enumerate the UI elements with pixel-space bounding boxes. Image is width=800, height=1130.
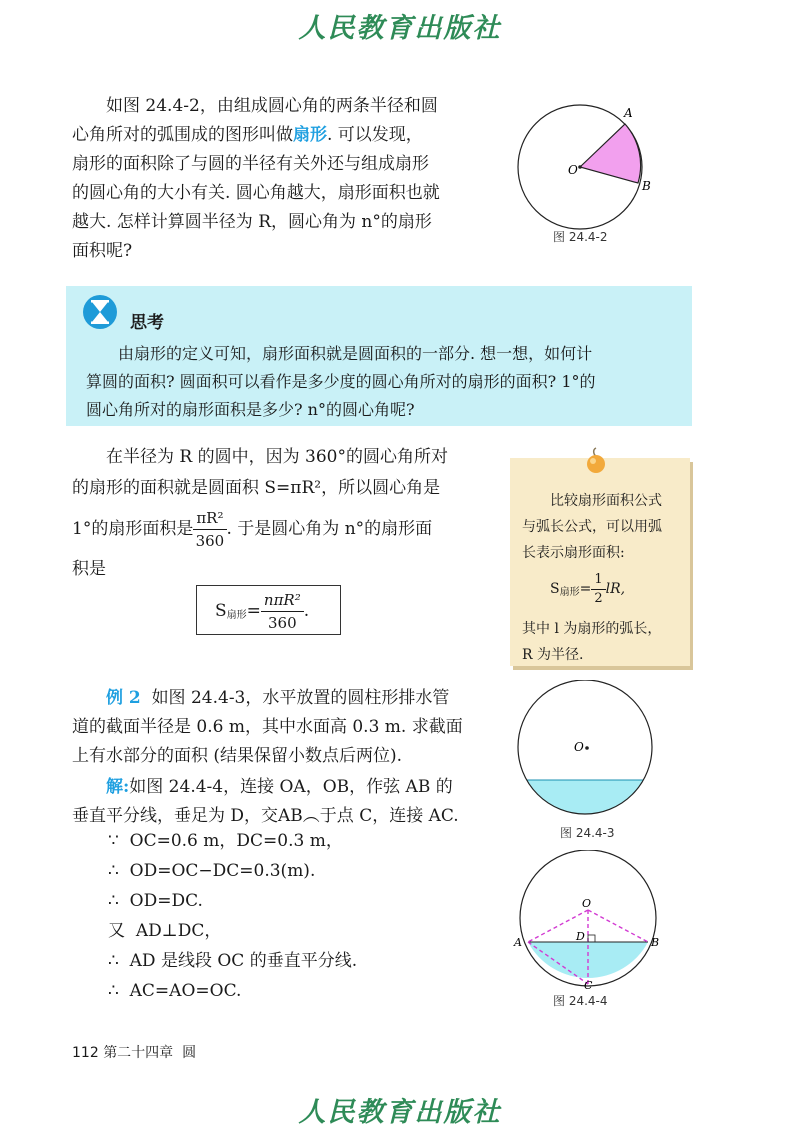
note-line: 长表示扇形面积: (522, 545, 625, 561)
solution-line: 垂直平分线，垂足为 D，交AB︵于点 C，连接 AC. (72, 806, 459, 826)
step-symbol: ∴ (108, 861, 119, 881)
example-line (72, 684, 492, 713)
figure-sector-diagram (510, 92, 670, 247)
note-formula-equals: = (579, 581, 592, 597)
step-text: AD⊥DC， (135, 921, 222, 941)
body-line (72, 504, 492, 554)
formula-denominator: 360 (268, 614, 297, 632)
body-text: . 于是圆心角为 n°的扇形面 (226, 519, 433, 539)
intro-paragraph (72, 92, 492, 266)
label-b: B (642, 179, 651, 193)
think-title: 思考 (130, 313, 164, 333)
label-a: A (624, 106, 633, 120)
intro-line: 面积呢? (72, 241, 133, 261)
step-text: AC=AO=OC. (129, 981, 242, 1001)
note-line: 与弧长公式，可以用弧 (522, 519, 662, 535)
figure-pipe-cross-section (515, 680, 655, 820)
publisher-footer: 人民教育出版社 (298, 1097, 502, 1128)
body-line: 在半径为 R 的圆中，因为 360°的圆心角所对 (106, 447, 448, 467)
formula-equals: = (246, 601, 261, 621)
note-fraction (591, 571, 605, 608)
step-text: OD=DC. (129, 891, 203, 911)
figure-caption: 图 24.4-2 (553, 230, 608, 244)
intro-text: 心角所对的弧围成的图形叫做 (72, 125, 293, 145)
body-paragraph (72, 442, 492, 585)
sector-area-formula-box (196, 585, 341, 635)
note-content (522, 488, 687, 668)
note-fraction-denominator: 2 (594, 590, 603, 606)
intro-line: 如图 24.4-2，由组成圆心角的两条半径和圆 (106, 96, 438, 116)
proof-step (108, 916, 508, 946)
note-formula-lhs: S (550, 581, 560, 597)
fraction-numerator: πR² (193, 507, 226, 530)
water-region (527, 780, 644, 814)
body-text: 1°的扇形面积是 (72, 519, 194, 539)
fraction-denominator: 360 (195, 532, 225, 550)
label-o: O (582, 897, 592, 910)
label-d: D (576, 930, 585, 943)
think-line: 圆心角所对的扇形面积是多少? n°的圆心角呢? (86, 400, 415, 419)
formula-numerator: nπR² (261, 589, 304, 612)
formula-tail: . (303, 601, 310, 621)
example-line: 上有水部分的面积 (结果保留小数点后两位). (72, 746, 403, 766)
think-content (86, 340, 686, 424)
step-text: AD 是线段 OC 的垂直平分线. (129, 951, 358, 971)
think-line: 算圆的面积? 圆面积可以看作是多少度的圆心角所对的扇形的面积? 1°的 (86, 372, 596, 391)
step-symbol: ∵ (108, 831, 119, 851)
proof-steps (108, 826, 508, 1006)
formula-fraction (261, 589, 304, 634)
step-symbol: ∴ (108, 981, 119, 1001)
hourglass-icon (82, 294, 118, 330)
label-o: O (574, 740, 584, 754)
step-text: OC=0.6 m，DC=0.3 m， (129, 831, 343, 851)
think-box (66, 286, 692, 426)
note-line: R 为半径. (522, 647, 584, 663)
note-line: 比较扇形面积公式 (550, 493, 662, 509)
example-label: 例 2 (106, 688, 141, 708)
figure-pipe-construction (508, 850, 668, 990)
label-o: O (568, 163, 578, 177)
proof-step (108, 826, 508, 856)
step-text: OD=OC−DC=0.3(m). (129, 861, 316, 881)
note-line: 其中 l 为扇形的弧长， (522, 621, 662, 637)
intro-text: . 可以发现， (327, 125, 423, 145)
step-symbol: 又 (108, 921, 125, 941)
page-footer (72, 1042, 196, 1062)
example-text: 如图 24.4-3，水平放置的圆柱形排水管 (151, 688, 450, 708)
formula-lhs: S (215, 601, 227, 621)
solution-line (72, 773, 492, 802)
label-b: B (651, 936, 660, 949)
intro-line: 的圆心角的大小有关. 圆心角越大，扇形面积也就 (72, 183, 440, 203)
example-line: 道的截面半径是 0.6 m，其中水面高 0.3 m. 求截面 (72, 717, 463, 737)
body-line: 的扇形的面积就是圆面积 S=πR²，所以圆心角是 (72, 478, 441, 498)
center-point (585, 746, 589, 750)
page-number: 112 (72, 1045, 99, 1061)
intro-line: 越大. 怎样计算圆半径为 R，圆心角为 n°的扇形 (72, 212, 432, 232)
figure-caption: 图 24.4-4 (553, 994, 608, 1008)
note-formula-subscript: 扇形 (559, 587, 580, 598)
right-angle-mark (588, 935, 595, 942)
figure-caption: 图 24.4-3 (560, 826, 615, 840)
chapter-title: 圆 (182, 1045, 197, 1061)
formula-subscript: 扇形 (226, 610, 247, 621)
side-note (510, 458, 690, 666)
fraction (193, 507, 226, 552)
step-symbol: ∴ (108, 951, 119, 971)
term-sector: 扇形 (293, 125, 327, 145)
label-a: A (514, 936, 522, 949)
think-line: 由扇形的定义可知，扇形面积就是圆面积的一部分. 想一想，如何计 (118, 344, 593, 363)
step-symbol: ∴ (108, 891, 119, 911)
note-formula (522, 566, 687, 616)
pin-icon (582, 446, 610, 476)
proof-step (108, 886, 508, 916)
intro-line (72, 121, 492, 150)
proof-step (108, 856, 508, 886)
note-formula-tail: lR, (605, 581, 626, 597)
intro-line: 扇形的面积除了与圆的半径有关外还与组成扇形 (72, 154, 429, 174)
proof-step (108, 946, 508, 976)
proof-step (108, 976, 508, 1006)
publisher-header: 人民教育出版社 (298, 13, 502, 44)
body-line: 积是 (72, 559, 106, 579)
chapter-label: 第二十四章 (103, 1045, 174, 1061)
center-point (578, 165, 582, 169)
example-paragraph (72, 684, 492, 831)
solution-text: 如图 24.4-4，连接 OA，OB，作弦 AB 的 (129, 777, 453, 797)
note-fraction-numerator: 1 (591, 571, 605, 590)
solution-label: 解: (106, 777, 130, 797)
label-c: C (584, 979, 593, 990)
sector-area-formula (215, 589, 309, 637)
sector-shape (580, 124, 641, 183)
